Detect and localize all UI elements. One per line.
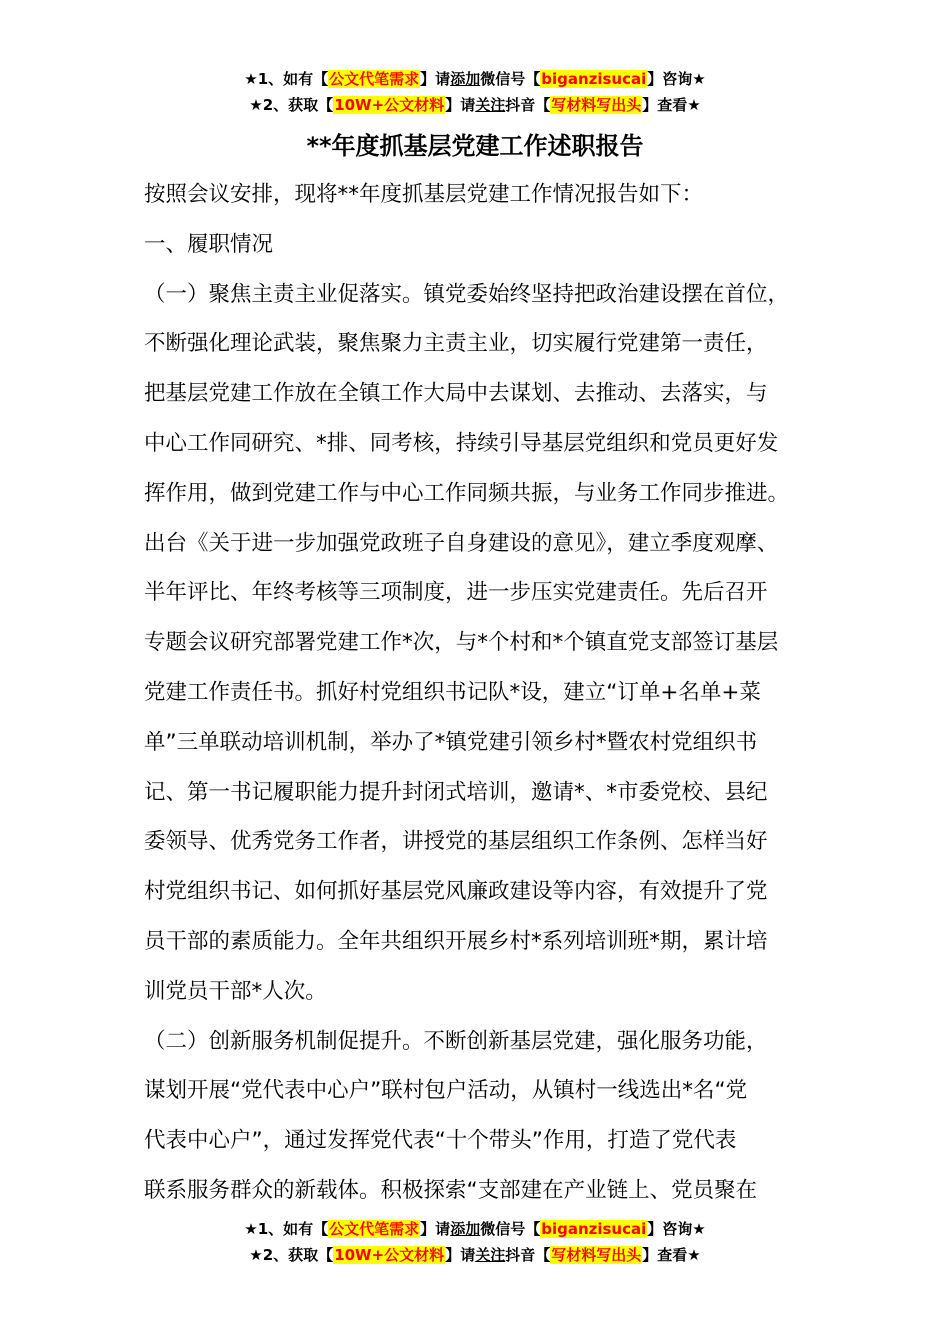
body-line: 员干部的素质能力。全年共组织开展乡村*系列培训班*期，累计培 [144, 928, 768, 954]
body-line: 半年评比、年终考核等三项制度，进一步压实党建责任。先后召开 [144, 580, 768, 606]
promo-underlined: 添加 [450, 1220, 481, 1238]
promo-text: 】请 [420, 70, 451, 88]
footer-promo-banner [0, 1216, 950, 1268]
promo-text: 】请 [420, 1220, 451, 1238]
promo-wechat-id: biganzisucai [541, 70, 647, 88]
promo-highlight: 公文代笔需求 [329, 1220, 420, 1238]
promo-text: ★2、获取【 [249, 96, 334, 114]
promo-text: 微信号【 [480, 1220, 541, 1238]
body-line: 党建工作责任书。抓好村党组织书记队*设，建立“订单+名单+菜 [144, 679, 761, 705]
promo-highlight: 公文代笔需求 [329, 70, 420, 88]
document-body [144, 170, 834, 1216]
promo-wechat-id: biganzisucai [541, 1220, 647, 1238]
promo-text: 】请 [445, 1246, 476, 1264]
promo-underlined: 添加 [450, 70, 481, 88]
promo-line-2 [0, 1242, 950, 1268]
promo-text: 】查看★ [642, 1246, 701, 1264]
body-line: 村党组织书记、如何抓好基层党风廉政建设等内容，有效提升了党 [144, 879, 768, 905]
body-line: 按照会议安排，现将**年度抓基层党建工作情况报告如下： [144, 182, 704, 207]
body-line: 出台《关于进一步加强党政班子自身建设的意见》，建立季度观摩、 [144, 530, 779, 556]
header-promo-banner [0, 66, 950, 118]
body-line: 代表中心户”，通过发挥党代表“十个带头”作用，打造了党代表 [144, 1128, 737, 1154]
promo-highlight: 10W+公文材料 [334, 1246, 445, 1264]
body-line: 记、第一书记履职能力提升封闭式培训，邀请*、*市委党校、县纪 [144, 779, 768, 805]
section-heading: 一、履职情况 [144, 231, 274, 257]
promo-text: ★2、获取【 [249, 1246, 334, 1264]
body-line: 联系服务群众的新载体。积极探索“支部建在产业链上、党员聚在 [144, 1177, 758, 1203]
promo-line-1 [0, 66, 950, 92]
promo-text: ★1、如有【 [244, 70, 329, 88]
body-line: 谋划开展“党代表中心户”联村包户活动，从镇村一线选出*名“党 [144, 1078, 748, 1104]
promo-text: ★1、如有【 [244, 1220, 329, 1238]
promo-line-1 [0, 1216, 950, 1242]
body-line: （二）创新服务机制促提升。不断创新基层党建，强化服务功能， [144, 1028, 768, 1054]
promo-text: 微信号【 [480, 70, 541, 88]
body-line: （一）聚焦主责主业促落实。镇党委始终坚持把政治建设摆在首位， [144, 281, 790, 307]
promo-douyin-id: 写材料写出头 [551, 96, 642, 114]
body-line: 中心工作同研究、*排、同考核，持续引导基层党组织和党员更好发 [144, 430, 779, 456]
promo-underlined: 关注 [475, 1246, 506, 1264]
promo-text: 抖音【 [505, 1246, 551, 1264]
body-line: 专题会议研究部署党建工作*次，与*个村和*个镇直党支部签订基层 [144, 630, 779, 656]
promo-text: 】查看★ [642, 96, 701, 114]
body-line: 不断强化理论武装，聚焦聚力主责主业，切实履行党建第一责任， [144, 331, 768, 357]
promo-text: 】请 [445, 96, 476, 114]
promo-highlight: 10W+公文材料 [334, 96, 445, 114]
promo-text: 】咨询★ [647, 70, 706, 88]
promo-line-2 [0, 92, 950, 118]
body-line: 单”三单联动培训机制，举办了*镇党建引领乡村*暨农村党组织书 [144, 729, 758, 755]
document-title: **年度抓基层党建工作述职报告 [306, 132, 644, 160]
promo-text: 】咨询★ [647, 1220, 706, 1238]
body-line: 挥作用，做到党建工作与中心工作同频共振，与业务工作同步推进。 [144, 480, 790, 506]
promo-text: 抖音【 [505, 96, 551, 114]
promo-underlined: 关注 [475, 96, 506, 114]
body-line: 训党员干部*人次。 [144, 978, 327, 1004]
body-line: 把基层党建工作放在全镇工作大局中去谋划、去推动、去落实，与 [144, 381, 768, 407]
promo-douyin-id: 写材料写出头 [551, 1246, 642, 1264]
body-line: 委领导、优秀党务工作者，讲授党的基层组织工作条例、怎样当好 [144, 829, 768, 855]
